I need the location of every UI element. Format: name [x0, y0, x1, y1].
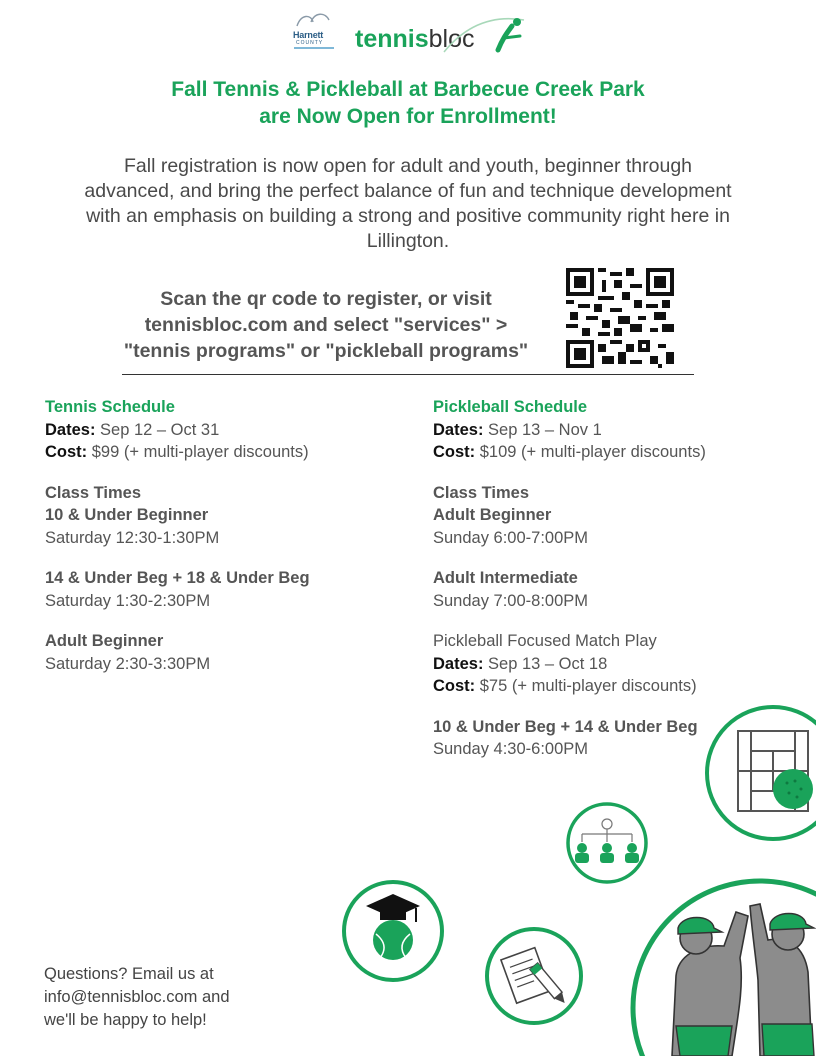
tennis-court-icon [703, 703, 816, 843]
tennis-class-time: Saturday 2:30-3:30PM [45, 654, 211, 673]
pickleball-youth-class-time: Sunday 4:30-6:00PM [433, 740, 589, 758]
pickleball-class-times-heading: Class Times [433, 483, 530, 502]
scan-instructions [92, 286, 560, 364]
match-play-title: Pickleball Focused Match Play [433, 632, 657, 650]
cheering-players-icon [628, 876, 816, 1056]
harnett-name: Harnett [293, 30, 324, 40]
tennis-class-time: Saturday 1:30-2:30PM [45, 591, 211, 610]
intro-paragraph: Fall registration is now open for adult and youth, beginner through advanced, and bring the perfect balance of fun and technique development with an emphasis on building a strong and positive community right here in Lillington. [84, 155, 732, 252]
harnett-county-label: COUNTY [296, 40, 324, 46]
pickleball-class-name: Adult Beginner [433, 506, 552, 524]
graduation-cap-icon [340, 878, 446, 984]
pickleball-youth-class-name: 10 & Under Beg + 14 & Under Beg [433, 717, 698, 736]
logo-row [0, 10, 816, 58]
headline-line-2: are Now Open for Enrollment! [259, 105, 557, 128]
tennisbloc-logo-bold: tennis [355, 25, 429, 53]
registration-qr-code[interactable] [566, 268, 674, 368]
scan-line-1: Scan the qr code to register, or visit [160, 288, 492, 310]
contact-email-line[interactable]: info@tennisbloc.com and [44, 988, 230, 1006]
section-divider [122, 374, 694, 375]
headline-line-1: Fall Tennis & Pickleball at Barbecue Creek Park [171, 78, 645, 101]
team-icon [554, 802, 660, 884]
match-play-dates: Dates: Sep 13 – Oct 18 [433, 654, 608, 673]
tennisbloc-logo-light: bloc [428, 25, 475, 53]
tennis-class-name: Adult Beginner [45, 632, 164, 650]
document-signing-icon [482, 924, 586, 1028]
tennis-schedule-title: Tennis Schedule [45, 398, 175, 416]
tennis-schedule [45, 396, 415, 675]
tennis-class-name: 14 & Under Beg + 18 & Under Beg [45, 569, 310, 587]
questions-line-3: we'll be happy to help! [44, 1011, 207, 1029]
questions-line-1: Questions? Email us at [44, 965, 214, 983]
pickleball-class-time: Sunday 7:00-8:00PM [433, 591, 589, 610]
scan-line-2: tennisbloc.com and select "services" > [144, 314, 508, 336]
pickleball-class-name: Adult Intermediate [433, 569, 578, 587]
pickleball-dates: Dates: Sep 13 – Nov 1 [433, 420, 602, 439]
harnett-swoosh-icon [291, 10, 337, 30]
tennisbloc-player-icon [440, 12, 526, 56]
pickleball-schedule-title: Pickleball Schedule [433, 398, 588, 416]
pickleball-class-time: Sunday 6:00-7:00PM [433, 528, 589, 547]
tennis-class-times-heading: Class Times [45, 483, 142, 502]
scan-line-3: "tennis programs" or "pickleball programs" [123, 340, 529, 362]
tennis-class-name: 10 & Under Beginner [45, 506, 209, 524]
tennis-class-time: Saturday 12:30-1:30PM [45, 528, 220, 547]
match-play-cost: Cost: $75 (+ multi-player discounts) [433, 677, 697, 695]
harnett-county-logo [291, 10, 337, 58]
pickleball-cost: Cost: $109 (+ multi-player discounts) [433, 443, 706, 461]
tennis-dates: Dates: Sep 12 – Oct 31 [45, 420, 220, 439]
page-headline [0, 76, 816, 130]
tennis-cost: Cost: $99 (+ multi-player discounts) [45, 443, 309, 461]
harnett-underline [294, 47, 334, 49]
contact-questions [44, 963, 304, 1032]
